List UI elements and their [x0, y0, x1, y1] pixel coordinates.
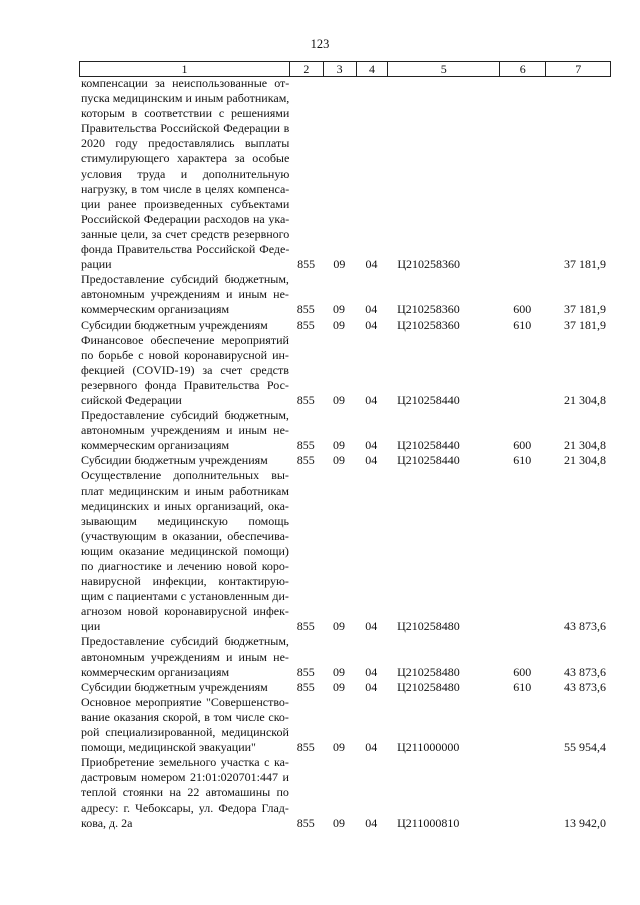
cell-target-article: Ц210258480	[397, 619, 460, 634]
header-col-2: 2	[290, 62, 324, 76]
cell-target-article: Ц210258360	[397, 257, 461, 272]
table-row	[79, 695, 609, 755]
cell-amount: 37 181,9	[563, 257, 606, 272]
header-col-1: 1	[80, 62, 290, 76]
row-description	[79, 695, 289, 755]
cell-ministry: 855	[296, 438, 315, 453]
description-line: плат медицинским и иным работникам	[81, 483, 289, 498]
description-line: дастровым номером 21:01:020701:447 и	[81, 770, 289, 785]
cell-amount: 21 304,8	[563, 438, 606, 453]
row-description	[79, 318, 289, 333]
description-line: Субсидии бюджетным учреждениям	[81, 317, 268, 332]
description-line: которым в соответствии с решениями	[81, 106, 290, 121]
description-line: автономным учреждениям и иным не-	[81, 423, 289, 438]
description-line: коммерческим организациям	[81, 438, 230, 453]
table-row	[79, 333, 609, 408]
cell-target-article: Ц211000000	[397, 740, 460, 755]
cell-expense-type: 600	[513, 438, 532, 453]
cell-subsection: 04	[365, 664, 378, 679]
description-line: адресу: г. Чебоксары, ул. Федора Глад-	[81, 800, 289, 815]
cell-amount: 55 954,4	[563, 740, 606, 755]
description-line: Субсидии бюджетным учреждениям	[81, 453, 268, 468]
table-row	[79, 755, 609, 830]
description-line: резервного фонда Правительства Рос-	[81, 377, 289, 392]
cell-target-article: Ц210258360	[397, 302, 460, 317]
description-line: нагрузку, в том числе в целях компенса-	[81, 181, 290, 196]
table-header	[79, 61, 611, 77]
description-line: ющим оказание медицинской помощи)	[81, 543, 289, 558]
cell-target-article: Ц211000810	[397, 815, 460, 830]
description-line: Основное мероприятие "Совершенство-	[81, 694, 289, 709]
table-row	[79, 453, 609, 468]
description-line: помощи, медицинской эвакуации"	[81, 740, 256, 755]
cell-subsection: 04	[365, 257, 378, 272]
cell-ministry: 855	[296, 619, 315, 634]
cell-expense-type: 610	[513, 679, 532, 694]
description-line: Финансовое обеспечение мероприятий	[81, 332, 289, 347]
description-line: вание оказания скорой, в том числе ско-	[81, 709, 289, 724]
description-line: сийской Федерации	[81, 392, 182, 407]
description-line: компенсации за неиспользованные от-	[81, 76, 290, 90]
cell-amount: 37 181,9	[563, 302, 606, 317]
description-line: стимулирующего характера за особые	[81, 151, 290, 166]
cell-amount: 21 304,8	[563, 392, 606, 407]
cell-target-article: Ц210258480	[397, 664, 460, 679]
cell-amount: 43 873,6	[563, 619, 606, 634]
cell-subsection: 04	[365, 438, 378, 453]
row-description	[79, 272, 289, 317]
description-line: Осуществление дополнительных вы-	[81, 468, 289, 483]
row-description	[79, 755, 289, 830]
page-number: 123	[310, 37, 330, 51]
cell-subsection: 04	[365, 453, 378, 468]
description-line: кова, д. 2а	[81, 815, 133, 830]
cell-ministry: 855	[296, 815, 315, 830]
cell-amount: 37 181,9	[563, 317, 606, 332]
description-line: Предоставление субсидий бюджетным,	[81, 272, 289, 287]
table-row	[79, 76, 609, 272]
description-line: по диагностике и лечению новой коро-	[81, 559, 289, 573]
cell-amount: 43 873,6	[563, 664, 606, 679]
description-line: Приобретение земельного участка с ка-	[81, 755, 289, 770]
description-line: навирусной инфекции, контактирую-	[81, 574, 289, 589]
description-line: Предоставление субсидий бюджетным,	[81, 634, 289, 649]
row-description	[79, 453, 289, 468]
description-line: фонда Правительства Российской Феде-	[81, 242, 290, 257]
cell-section: 09	[332, 392, 345, 407]
table-row	[79, 318, 609, 333]
cell-section: 09	[332, 664, 345, 679]
cell-section: 09	[332, 317, 345, 332]
description-line: агнозом новой коронавирусной инфек-	[81, 604, 289, 619]
row-description	[79, 468, 289, 634]
description-line: ции	[81, 619, 101, 634]
row-description	[79, 408, 289, 453]
cell-subsection: 04	[365, 619, 378, 634]
cell-amount: 43 873,6	[563, 679, 606, 694]
table-row	[79, 468, 609, 634]
table-row	[79, 272, 609, 317]
cell-expense-type: 610	[513, 317, 532, 332]
cell-section: 09	[332, 815, 345, 830]
table-body	[79, 76, 609, 831]
table-row	[79, 680, 609, 695]
cell-section: 09	[332, 453, 345, 468]
description-line: теплой стоянки на 22 автомашины по	[81, 785, 289, 800]
cell-section: 09	[332, 302, 345, 317]
cell-subsection: 04	[365, 740, 378, 755]
cell-subsection: 04	[365, 317, 378, 332]
description-line: медицинских и иных организаций, ока-	[81, 498, 289, 513]
description-line: фекцией (COVID-19) за счет средств	[81, 362, 289, 377]
description-line: Российской Федерации расходов на ука-	[81, 211, 290, 226]
row-description	[79, 680, 289, 695]
cell-section: 09	[332, 740, 345, 755]
cell-ministry: 855	[296, 740, 315, 755]
cell-expense-type: 610	[513, 453, 532, 468]
cell-subsection: 04	[365, 302, 378, 317]
table-row	[79, 634, 609, 679]
description-line: ции ранее произведенных субъектами	[81, 196, 290, 211]
cell-ministry: 855	[297, 257, 316, 272]
cell-expense-type: 600	[513, 664, 532, 679]
cell-section: 09	[332, 438, 345, 453]
description-line: зывающим медицинскую помощь	[81, 513, 289, 528]
row-description	[79, 333, 289, 408]
cell-ministry: 855	[296, 453, 315, 468]
cell-target-article: Ц210258440	[397, 453, 460, 468]
header-col-7: 7	[575, 62, 582, 76]
description-line: автономным учреждениям и иным не-	[81, 649, 289, 664]
description-line: Субсидии бюджетным учреждениям	[81, 679, 268, 694]
description-line: коммерческим организациям	[81, 664, 230, 679]
cell-ministry: 855	[296, 317, 315, 332]
header-col-3: 3	[324, 62, 357, 76]
table-row	[79, 408, 609, 453]
cell-target-article: Ц210258480	[397, 679, 460, 694]
description-line: автономным учреждениям и иным не-	[81, 287, 289, 302]
cell-ministry: 855	[296, 302, 315, 317]
row-description	[79, 634, 289, 679]
row-description	[79, 76, 289, 272]
description-line: рой специализированной, медицинской	[81, 725, 289, 740]
cell-subsection: 04	[365, 392, 378, 407]
cell-expense-type: 600	[513, 302, 532, 317]
cell-amount: 13 942,0	[563, 815, 606, 830]
cell-target-article: Ц210258440	[397, 438, 460, 453]
description-line: (участвующим в оказании, обеспечива-	[81, 528, 289, 543]
cell-amount: 21 304,8	[563, 453, 606, 468]
description-line: щим с пациентами с установленным ди-	[81, 589, 289, 604]
cell-section: 09	[333, 257, 346, 272]
header-col-6: 6	[500, 62, 546, 76]
cell-ministry: 855	[296, 664, 315, 679]
header-col-4: 4	[357, 62, 389, 76]
description-line: коммерческим организациям	[81, 302, 230, 317]
cell-subsection: 04	[365, 679, 378, 694]
description-line: рации	[81, 257, 112, 272]
cell-ministry: 855	[296, 392, 315, 407]
cell-section: 09	[332, 619, 345, 634]
description-line: 2020 году предоставлялись выплаты	[81, 136, 290, 151]
description-line: пуска медицинским и иным работникам,	[81, 91, 290, 106]
cell-target-article: Ц210258440	[397, 392, 460, 407]
cell-ministry: 855	[296, 679, 315, 694]
description-line: по борьбе с новой коронавирусной ин-	[81, 347, 289, 362]
description-line: Предоставление субсидий бюджетным,	[81, 408, 289, 423]
cell-section: 09	[332, 679, 345, 694]
description-line: Правительства Российской Федерации в	[81, 121, 290, 136]
cell-target-article: Ц210258360	[397, 317, 460, 332]
description-line: занные цели, за счет средств резервного	[81, 226, 290, 241]
header-col-5: 5	[388, 62, 500, 76]
cell-subsection: 04	[365, 815, 378, 830]
description-line: условия труда и дополнительную	[81, 166, 290, 181]
